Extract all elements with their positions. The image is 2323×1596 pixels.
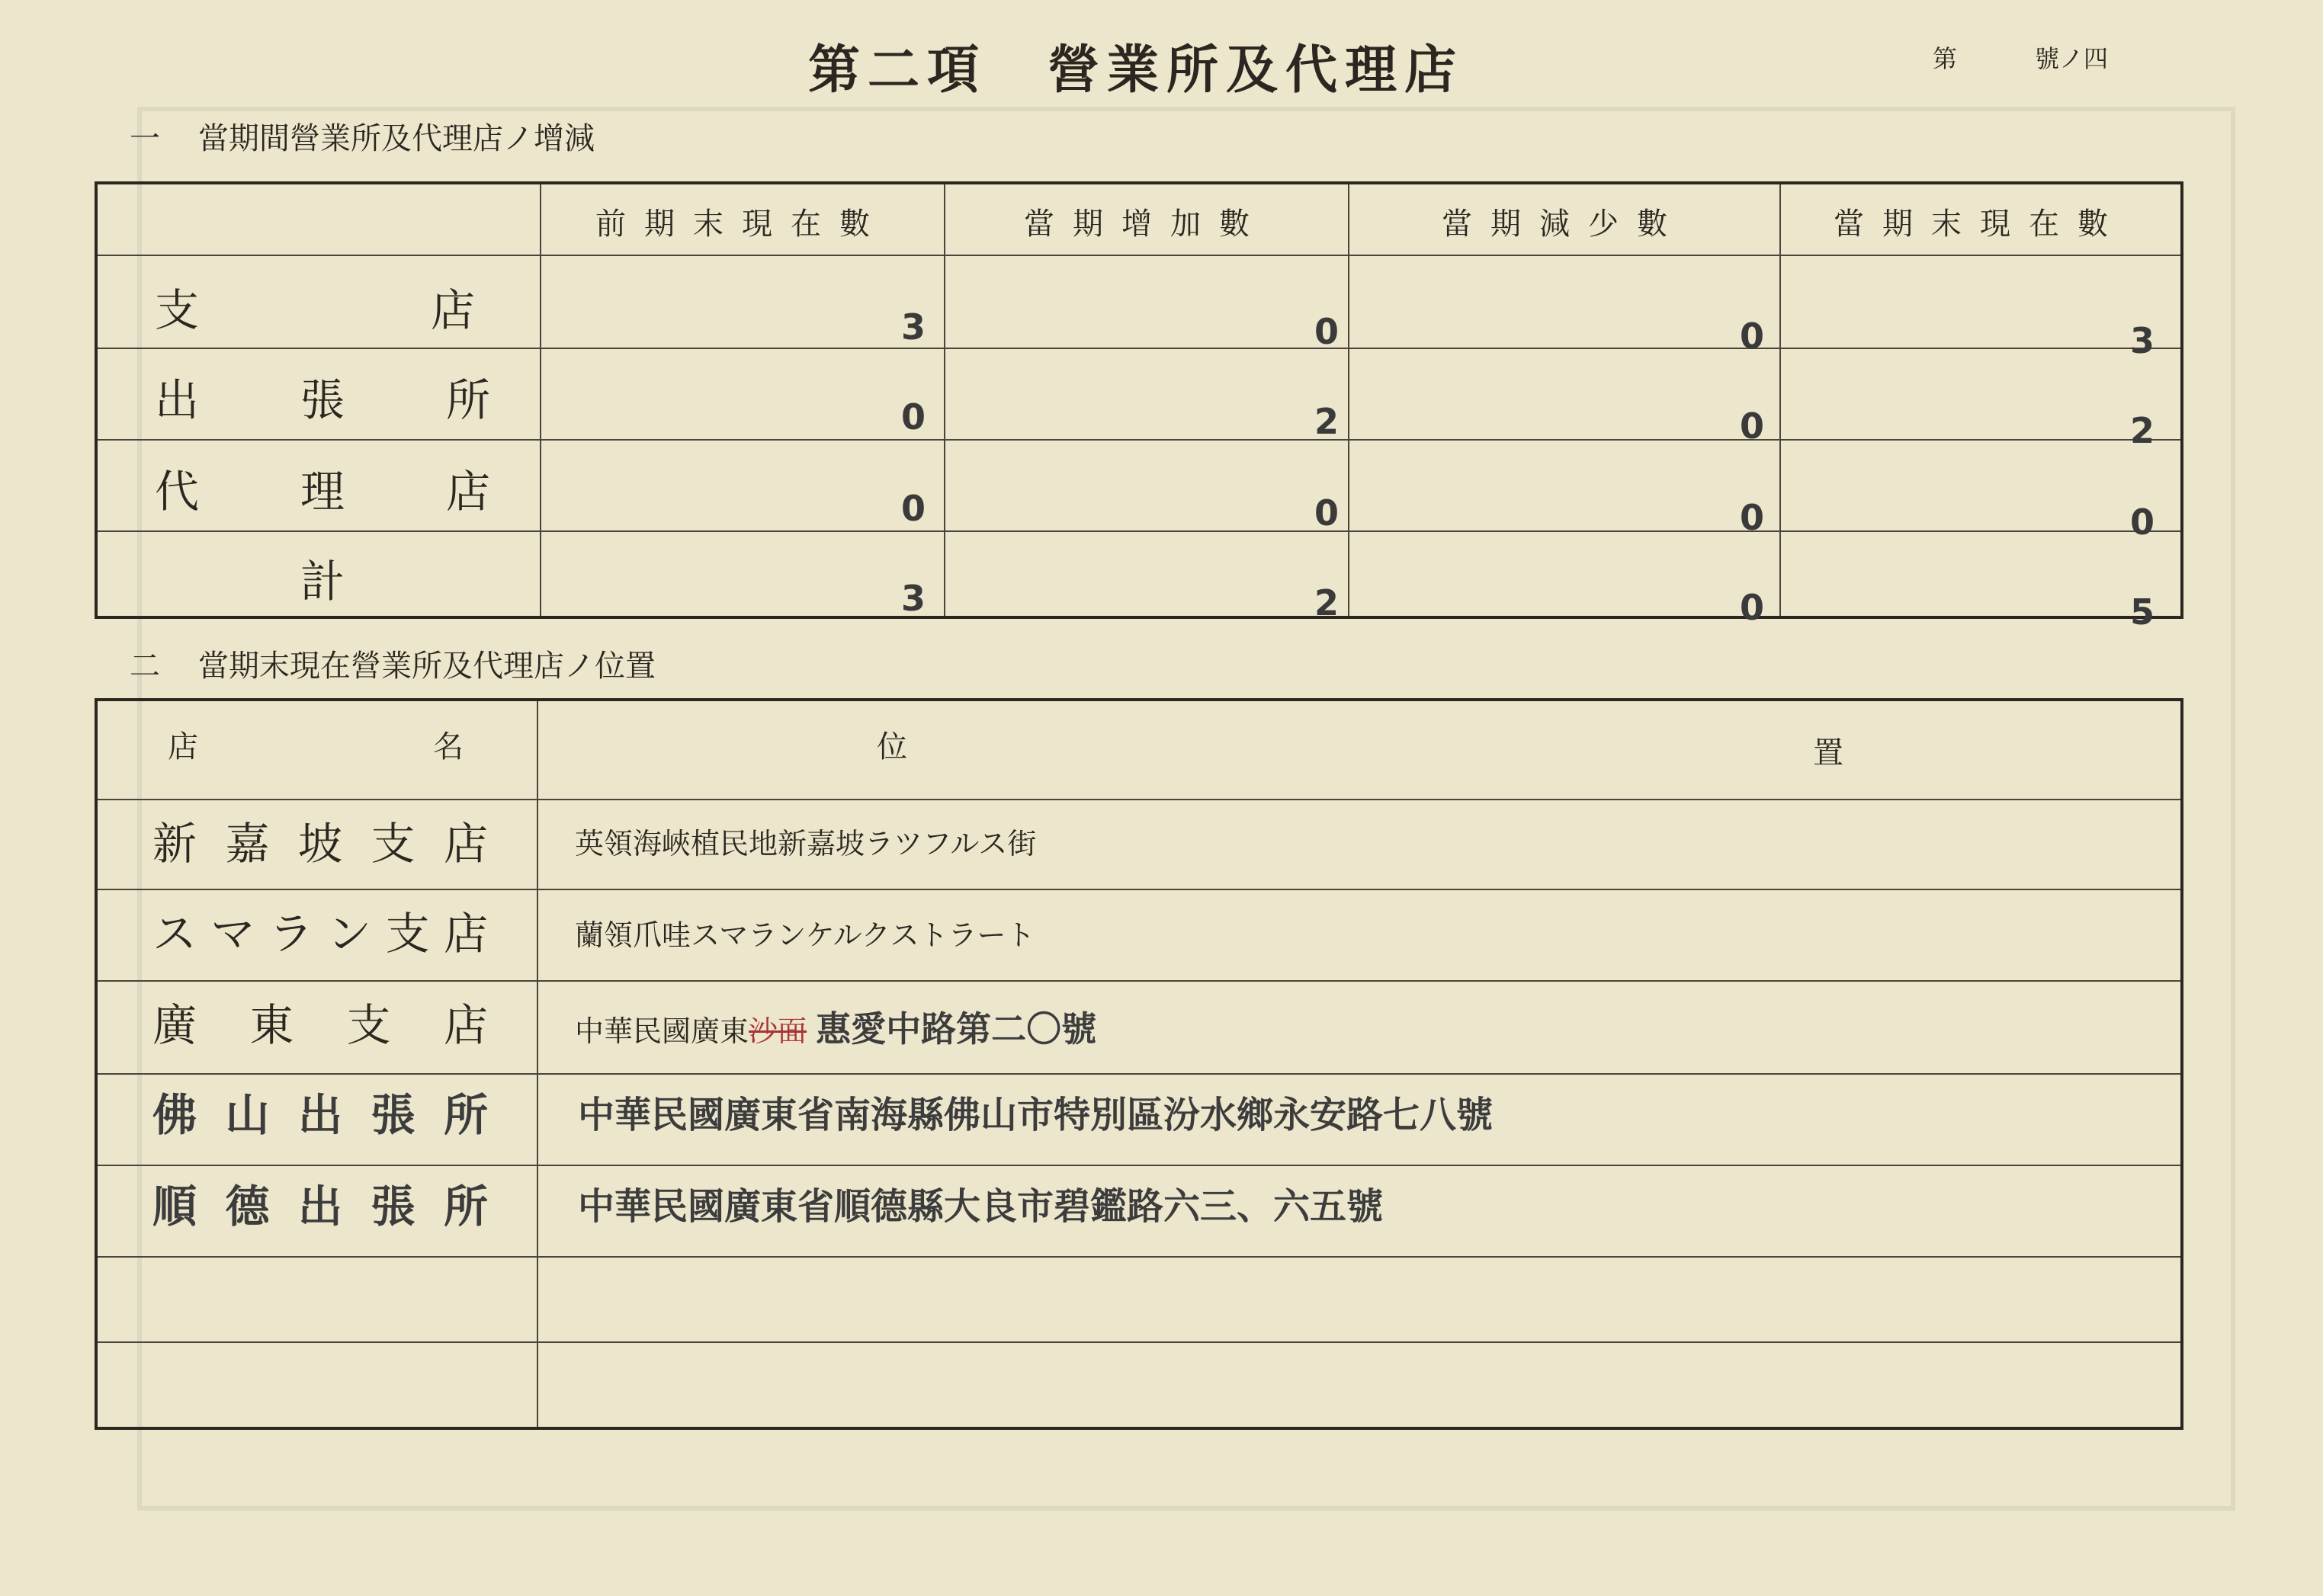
section2-number: 二 — [130, 649, 160, 684]
page-number — [1933, 40, 2108, 75]
row-label-char: 店 — [445, 466, 490, 518]
name-char: 支 — [346, 999, 391, 1051]
branch-name-shunde — [152, 1171, 488, 1235]
title-section-number: 第二項 — [808, 40, 987, 101]
branch-name-singapore — [152, 808, 488, 872]
title-text: 營業所及代理店 — [1048, 40, 1465, 101]
row-label-agency-office — [155, 364, 490, 428]
total-cell: 3 — [900, 578, 926, 619]
name-char: 順 — [152, 1181, 197, 1232]
row-label-char: 出 — [155, 374, 200, 426]
name-char: 山 — [225, 1089, 270, 1141]
name-char: ラ — [268, 908, 313, 960]
row-label-char: 店 — [430, 284, 475, 336]
row-label-char: 張 — [300, 374, 345, 426]
name-char: 嘉 — [225, 818, 270, 870]
branch-name-semarang — [152, 898, 488, 962]
col-header-prev: 前期末現在數 — [595, 207, 888, 242]
name-char: 廣 — [152, 999, 197, 1051]
col-header-location-2: 置 — [1813, 736, 1843, 771]
name-char: 坡 — [297, 818, 342, 870]
name-char: 東 — [249, 999, 294, 1051]
branch-address-singapore: 英領海峽植民地新嘉坡ラツフルス街 — [575, 827, 1037, 860]
count-cell: 0 — [1739, 405, 1764, 447]
section2-heading — [130, 642, 656, 685]
col-header-current: 當期末現在數 — [1834, 207, 2126, 242]
count-cell: 0 — [2129, 502, 2155, 543]
count-cell: 3 — [900, 306, 926, 348]
count-cell: 2 — [2129, 410, 2155, 451]
name-char: マ — [210, 908, 255, 960]
name-char: 所 — [443, 1089, 488, 1141]
name-char: 店 — [443, 908, 488, 960]
section1-heading — [130, 114, 595, 158]
name-char: 所 — [443, 1181, 488, 1232]
branch-address-canton — [575, 1002, 1096, 1052]
row-label-total — [155, 546, 490, 610]
branch-address-foshan: 中華民國廣東省南海縣佛山市特別區汾水鄉永安路七八號 — [578, 1094, 1494, 1136]
row-label-branch — [155, 274, 475, 338]
col-header-decrease: 當期減少數 — [1442, 207, 1686, 242]
row-label-agent — [155, 456, 490, 520]
name-char: 店 — [443, 818, 488, 870]
row-label-char: 代 — [155, 466, 200, 518]
count-cell: 0 — [1314, 492, 1339, 534]
total-cell: 5 — [2129, 591, 2155, 633]
col-header-location-1: 位 — [877, 729, 907, 764]
name-char: 德 — [225, 1181, 270, 1232]
page-number-prefix: 第 — [1933, 44, 1958, 73]
name-char: 張 — [371, 1089, 416, 1141]
name-char: 支 — [385, 908, 430, 960]
row-label-char: 計 — [300, 556, 345, 607]
branch-address-semarang: 蘭領爪哇スマランケルクストラート — [575, 918, 1035, 952]
count-cell: 0 — [1314, 311, 1339, 352]
name-char: 張 — [371, 1181, 416, 1232]
page-number-suffix: 號ノ四 — [2034, 44, 2108, 73]
name-char: 店 — [443, 999, 488, 1051]
row-label-char: 支 — [155, 284, 200, 336]
name-char: ス — [152, 908, 197, 960]
branch-name-canton — [152, 989, 488, 1053]
count-cell: 0 — [900, 488, 926, 529]
section1-title: 當期間營業所及代理店ノ增減 — [198, 121, 595, 156]
branch-count-table — [95, 181, 2183, 633]
branch-address-shunde: 中華民國廣東省順德縣大良市碧鑑路六三、六五號 — [578, 1185, 1384, 1228]
name-char: 新 — [152, 818, 197, 870]
address-prefix: 中華民國廣東 — [575, 1014, 749, 1048]
section1-number: 一 — [130, 121, 160, 156]
address-struck: 沙面 — [749, 1014, 807, 1048]
name-char: 支 — [371, 818, 416, 870]
col-header-name-2: 名 — [433, 729, 464, 764]
branch-location-table — [95, 698, 2183, 1430]
count-cell: 0 — [1739, 316, 1764, 357]
count-cell: 2 — [1314, 401, 1339, 442]
count-cell: 0 — [900, 396, 926, 437]
page-title — [808, 29, 1464, 103]
name-char: ン — [327, 908, 372, 960]
count-cell: 3 — [2129, 320, 2155, 361]
branch-name-foshan — [152, 1079, 488, 1143]
row-label-char: 理 — [300, 466, 345, 518]
name-char: 佛 — [152, 1089, 197, 1141]
name-char: 出 — [297, 1181, 342, 1232]
row-label-char: 所 — [445, 374, 490, 426]
count-cell: 0 — [1739, 497, 1764, 538]
total-cell: 0 — [1739, 587, 1764, 628]
col-header-name-1: 店 — [168, 729, 198, 764]
name-char: 出 — [297, 1089, 342, 1141]
section2-title: 當期末現在營業所及代理店ノ位置 — [198, 649, 656, 684]
total-cell: 2 — [1314, 582, 1339, 623]
col-header-increase: 當期增加數 — [1024, 207, 1268, 242]
address-stamped: 惠愛中路第二〇號 — [816, 1008, 1097, 1050]
